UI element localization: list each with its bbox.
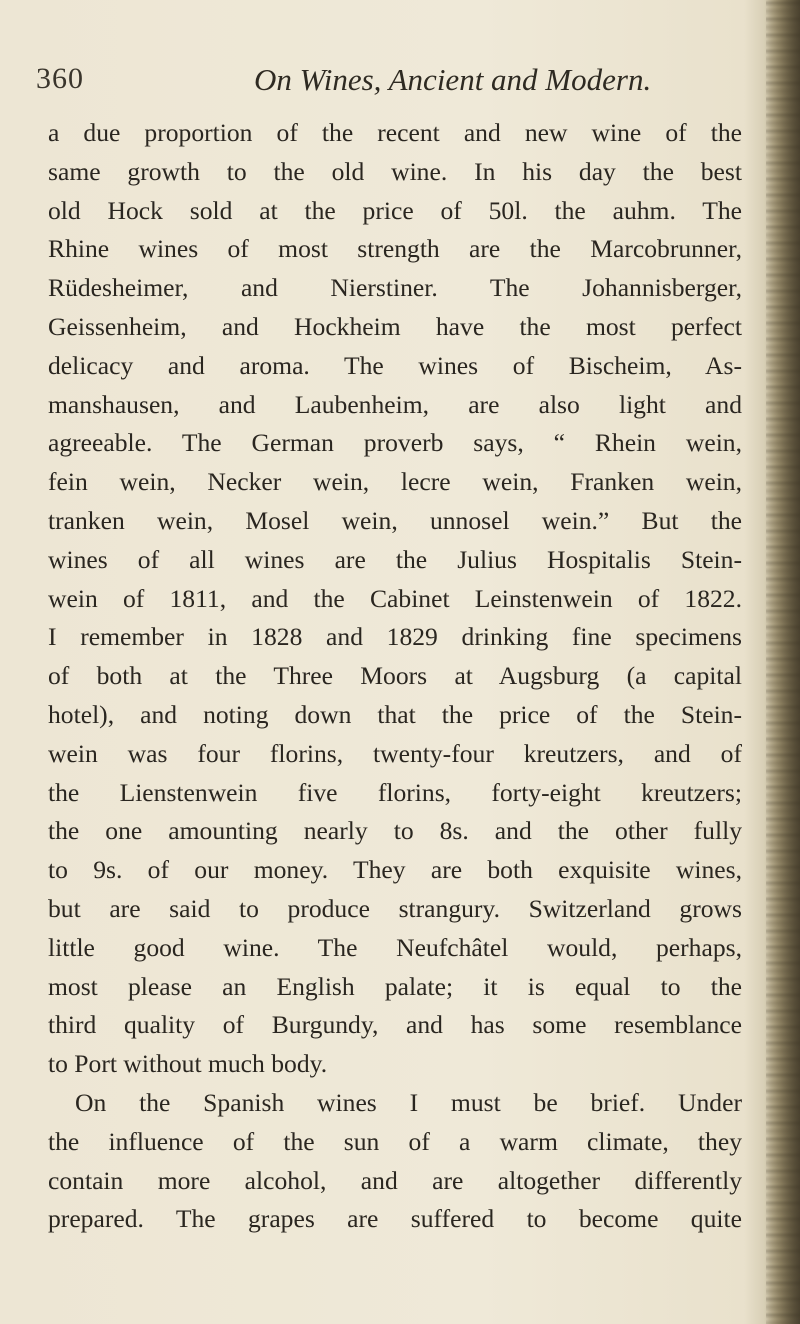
paragraph-end-line: to Port without much body. <box>48 1049 328 1079</box>
text-line: prepared. The grapes are suffered to become quite <box>48 1204 742 1234</box>
running-head <box>0 62 760 112</box>
text-line: hotel), and noting down that the price of the Stein- <box>48 699 742 729</box>
text-line: to 9s. of our money. They are both exquisite wines, <box>48 855 742 885</box>
text-line: manshausen, and Laubenheim, are also light and <box>48 389 742 419</box>
running-title: On Wines, Ancient and Modern. <box>254 62 652 97</box>
text-line: of both at the Three Moors at Augsburg (a capital <box>48 661 742 691</box>
text-line: Rüdesheimer, and Nierstiner. The Johannisberger, <box>48 273 742 303</box>
text-line: wein was four florins, twenty-four kreutzers, and of <box>48 738 742 768</box>
text-line: tranken wein, Mosel wein, unnosel wein.” But the <box>48 505 742 535</box>
page-number: 360 <box>36 62 84 95</box>
text-line: the Lienstenwein five florins, forty-eight kreutzers; <box>48 777 742 807</box>
page-binding-edge <box>766 0 800 1324</box>
body-text <box>48 114 742 1239</box>
text-line: Rhine wines of most strength are the Marcobrunner, <box>48 234 742 264</box>
text-line: fein wein, Necker wein, lecre wein, Franken wein, <box>48 467 742 497</box>
text-line: the one amounting nearly to 8s. and the other fully <box>48 816 742 846</box>
paragraph-start-line: On the Spanish wines I must be brief. Under <box>75 1087 742 1117</box>
text-line: third quality of Burgundy, and has some resemblance <box>48 1010 742 1040</box>
text-line: same growth to the old wine. In his day the best <box>48 156 742 186</box>
text-line: but are said to produce strangury. Switzerland grows <box>48 893 742 923</box>
text-line: the influence of the sun of a warm climate, they <box>48 1126 742 1156</box>
text-line: wein of 1811, and the Cabinet Leinstenwein of 1822. <box>48 583 742 613</box>
text-line: I remember in 1828 and 1829 drinking fine specimens <box>48 622 742 652</box>
text-line: little good wine. The Neufchâtel would, perhaps, <box>48 932 742 962</box>
text-line: wines of all wines are the Julius Hospitalis Stein- <box>48 544 742 574</box>
text-line: a due proportion of the recent and new wine of the <box>48 118 742 147</box>
text-line: agreeable. The German proverb says, “ Rhein wein, <box>48 428 742 458</box>
text-line: delicacy and aroma. The wines of Bischeim, As- <box>48 350 742 380</box>
text-line: most please an English palate; it is equal to the <box>48 971 742 1001</box>
text-line: old Hock sold at the price of 50l. the auhm. The <box>48 195 742 225</box>
text-line: contain more alcohol, and are altogether differently <box>48 1165 742 1195</box>
text-line: Geissenheim, and Hockheim have the most perfect <box>48 311 742 341</box>
